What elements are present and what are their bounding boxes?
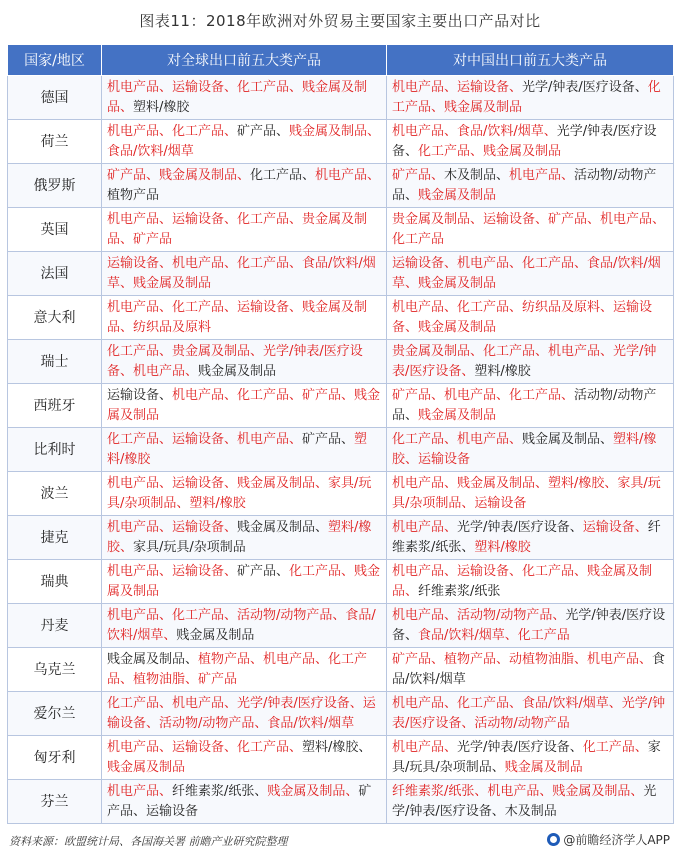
country-cell: 德国 xyxy=(8,76,102,120)
product-text: 机电产品、化工产品、矿产品、贱金属及制品 xyxy=(107,387,381,423)
product-text: 贱金属及制品、 xyxy=(237,519,329,535)
global-exports-cell xyxy=(102,252,387,296)
product-text: 机电产品、 xyxy=(509,167,575,183)
product-text: 塑料/橡胶 xyxy=(474,363,531,379)
product-text: 机电产品、贱金属及制品、塑料/橡胶、家具/玩具/杂项制品、运输设备 xyxy=(392,475,661,511)
product-text: 机电产品、运输设备、 xyxy=(107,563,238,579)
china-exports-cell xyxy=(387,648,674,692)
product-text: 机电产品、运输设备、 xyxy=(392,79,523,95)
product-text: 矿产品、 xyxy=(392,167,445,183)
china-exports-cell xyxy=(387,604,674,648)
global-exports-cell xyxy=(102,472,387,516)
table-row xyxy=(8,428,674,472)
product-text: 机电产品、运输设备、化工产品、 xyxy=(107,739,303,755)
table-row xyxy=(8,560,674,604)
product-text: 化工产品、运输设备、机电产品、 xyxy=(107,431,303,447)
product-text: 家具/玩具/杂项制品 xyxy=(133,539,246,555)
global-exports-cell xyxy=(102,560,387,604)
product-text: 塑料/橡胶、 xyxy=(302,739,372,755)
china-exports-cell xyxy=(387,76,674,120)
product-text: 木及制品、 xyxy=(444,167,510,183)
product-text: 机电产品、化工产品、活动物/动物产品、食品/饮料/烟草、 xyxy=(107,607,376,643)
country-cell: 俄罗斯 xyxy=(8,164,102,208)
global-exports-cell xyxy=(102,780,387,824)
china-exports-cell xyxy=(387,780,674,824)
product-text: 化工产品、贵金属及制品、光学/钟表/医疗设备、机电产品、 xyxy=(107,343,363,379)
china-exports-cell xyxy=(387,428,674,472)
product-text: 食品/饮料/烟草 xyxy=(392,651,666,687)
product-text: 塑料/橡胶、运输设备 xyxy=(392,431,657,467)
country-cell: 荷兰 xyxy=(8,120,102,164)
product-text: 贱金属及制品 xyxy=(107,759,186,775)
product-text: 贵金属及制品、运输设备、矿产品、机电产品、化工产品 xyxy=(392,211,666,247)
product-text: 光学/钟表/医疗设备、木及制品 xyxy=(392,783,657,819)
product-text: 运输设备、 xyxy=(107,387,173,403)
product-text: 纤维素浆/纸张、 xyxy=(172,783,268,799)
country-cell: 比利时 xyxy=(8,428,102,472)
table-row xyxy=(8,780,674,824)
product-text: 贱金属及制品 xyxy=(198,363,277,379)
table-row xyxy=(8,692,674,736)
brand-credit xyxy=(547,831,670,848)
brand-text: @前瞻经济学人APP xyxy=(563,833,670,847)
product-text: 贱金属及制品 xyxy=(418,407,497,423)
product-text: 化工产品、贱金属及制品 xyxy=(418,143,562,159)
product-text: 机电产品、化工产品、纺织品及原料、运输设备、贱金属及制品 xyxy=(392,299,653,335)
table-row xyxy=(8,736,674,780)
product-text: 机电产品、 xyxy=(392,739,458,755)
global-exports-cell xyxy=(102,76,387,120)
product-text: 化工产品、 xyxy=(250,167,316,183)
country-cell: 匈牙利 xyxy=(8,736,102,780)
product-text: 活动物/动物产品、 xyxy=(392,387,657,423)
product-text: 运输设备、机电产品、化工产品、食品/饮料/烟草、贱金属及制品 xyxy=(107,255,376,291)
china-exports-cell xyxy=(387,208,674,252)
chart-title: 图表11：2018年欧洲对外贸易主要国家主要出口产品对比 xyxy=(139,12,541,30)
china-exports-cell xyxy=(387,736,674,780)
product-text: 塑料/橡胶 xyxy=(133,99,190,115)
global-exports-cell xyxy=(102,296,387,340)
country-cell: 意大利 xyxy=(8,296,102,340)
product-text: 矿产品、机电产品、化工产品、 xyxy=(392,387,575,403)
country-cell: 瑞士 xyxy=(8,340,102,384)
global-exports-cell xyxy=(102,340,387,384)
product-text: 贱金属及制品、 xyxy=(522,431,614,447)
country-cell: 英国 xyxy=(8,208,102,252)
table-row xyxy=(8,340,674,384)
china-exports-cell xyxy=(387,692,674,736)
product-text: 贱金属及制品 xyxy=(176,627,255,643)
table-row xyxy=(8,76,674,120)
product-text: 机电产品、运输设备、贱金属及制品、家具/玩具/杂项制品、塑料/橡胶 xyxy=(107,475,372,511)
product-text: 机电产品、食品/饮料/烟草、 xyxy=(392,123,557,139)
product-text: 矿产品、植物产品、动植物油脂、机电产品、 xyxy=(392,651,653,667)
country-cell: 爱尔兰 xyxy=(8,692,102,736)
global-exports-cell xyxy=(102,208,387,252)
table-row xyxy=(8,120,674,164)
table-body xyxy=(8,76,674,824)
product-text: 化工产品、贱金属及制品 xyxy=(392,79,661,115)
product-text: 运输设备、机电产品、化工产品、食品/饮料/烟草、贱金属及制品 xyxy=(392,255,661,291)
product-text: 机电产品、化工产品、运输设备、贱金属及制品、纺织品及原料 xyxy=(107,299,368,335)
export-comparison-table xyxy=(7,44,674,824)
global-exports-cell xyxy=(102,164,387,208)
product-text: 机电产品、化工产品、食品/饮料/烟草、光学/钟表/医疗设备、活动物/动物产品 xyxy=(392,695,666,731)
header-china-exports: 对中国出口前五大类产品 xyxy=(387,45,674,76)
china-exports-cell xyxy=(387,296,674,340)
table-row xyxy=(8,516,674,560)
table-row xyxy=(8,472,674,516)
global-exports-cell xyxy=(102,516,387,560)
product-text: 塑料/橡胶、 xyxy=(107,519,372,555)
global-exports-cell xyxy=(102,120,387,164)
product-text: 贱金属及制品 xyxy=(504,759,583,775)
global-exports-cell xyxy=(102,736,387,780)
product-text: 塑料/橡胶 xyxy=(474,539,531,555)
product-text: 化工产品、机电产品、 xyxy=(392,431,523,447)
product-text: 贱金属及制品 xyxy=(418,187,497,203)
table-row xyxy=(8,208,674,252)
country-cell: 西班牙 xyxy=(8,384,102,428)
global-exports-cell xyxy=(102,648,387,692)
product-text: 运输设备、 xyxy=(582,519,648,535)
china-exports-cell xyxy=(387,516,674,560)
china-exports-cell xyxy=(387,252,674,296)
product-text: 化工产品、贱金属及制品 xyxy=(107,563,381,599)
china-exports-cell xyxy=(387,472,674,516)
product-text: 塑料/橡胶 xyxy=(107,431,368,467)
table-header-row xyxy=(8,45,674,76)
country-cell: 法国 xyxy=(8,252,102,296)
product-text: 机电产品、运输设备、 xyxy=(107,519,238,535)
header-country: 国家/地区 xyxy=(8,45,102,76)
china-exports-cell xyxy=(387,560,674,604)
product-text: 机电产品、活动物/动物产品、 xyxy=(392,607,566,623)
product-text: 机电产品、 xyxy=(392,519,458,535)
global-exports-cell xyxy=(102,384,387,428)
table-row xyxy=(8,252,674,296)
product-text: 化工产品、机电产品、光学/钟表/医疗设备、运输设备、活动物/动物产品、食品/饮料/烟草 xyxy=(107,695,376,731)
product-text: 光学/钟表/医疗设备、 xyxy=(457,739,583,755)
global-exports-cell xyxy=(102,428,387,472)
product-text: 矿产品 xyxy=(133,231,173,247)
product-text: 食品/饮料/烟草、化工产品 xyxy=(418,627,570,643)
product-text: 机电产品、 xyxy=(107,783,173,799)
table-row xyxy=(8,296,674,340)
product-text: 纤维素浆/纸张、 xyxy=(392,519,661,555)
product-text: 光学/钟表/医疗设备、 xyxy=(457,519,583,535)
product-text: 活动物/动物产品、 xyxy=(392,167,657,203)
product-text: 机电产品、运输设备、化工产品、贱金属及制品、 xyxy=(107,79,368,115)
source-note: 资料来源：欧盟统计局、各国海关署 前瞻产业研究院整理 xyxy=(9,835,288,848)
product-text: 光学/钟表/医疗设备、 xyxy=(392,607,666,643)
global-exports-cell xyxy=(102,604,387,648)
product-text: 化工产品、 xyxy=(582,739,648,755)
product-text: 贵金属及制品、化工产品、机电产品、光学/钟表/医疗设备、 xyxy=(392,343,657,379)
product-text: 矿产品、贱金属及制品、 xyxy=(107,167,251,183)
china-exports-cell xyxy=(387,164,674,208)
china-exports-cell xyxy=(387,120,674,164)
product-text: 植物产品、机电产品、化工产品、植物油脂、矿产品 xyxy=(107,651,368,687)
header-global-exports: 对全球出口前五大类产品 xyxy=(102,45,387,76)
qianzhan-logo-icon xyxy=(547,833,560,846)
product-text: 机电产品、 xyxy=(315,167,381,183)
product-text: 贱金属及制品、 xyxy=(267,783,359,799)
country-cell: 瑞典 xyxy=(8,560,102,604)
product-text: 光学/钟表/医疗设备、 xyxy=(392,123,657,159)
country-cell: 波兰 xyxy=(8,472,102,516)
product-text: 矿产品、 xyxy=(237,563,290,579)
table-row xyxy=(8,648,674,692)
product-text: 植物产品 xyxy=(107,187,160,203)
table-row xyxy=(8,384,674,428)
product-text: 家具/玩具/杂项制品、 xyxy=(392,739,661,775)
product-text: 纤维素浆/纸张、机电产品、贱金属及制品、 xyxy=(392,783,644,799)
product-text: 纤维素浆/纸张 xyxy=(418,583,501,599)
product-text: 矿产品、 xyxy=(302,431,355,447)
china-exports-cell xyxy=(387,384,674,428)
product-text: 矿产品、运输设备 xyxy=(107,783,372,819)
product-text: 机电产品、化工产品、 xyxy=(107,123,238,139)
table-row xyxy=(8,164,674,208)
country-cell: 乌克兰 xyxy=(8,648,102,692)
product-text: 机电产品、运输设备、化工产品、贱金属及制品、 xyxy=(392,563,653,599)
china-exports-cell xyxy=(387,340,674,384)
product-text: 贱金属及制品、食品/饮料/烟草 xyxy=(107,123,381,159)
global-exports-cell xyxy=(102,692,387,736)
country-cell: 捷克 xyxy=(8,516,102,560)
product-text: 贱金属及制品、 xyxy=(107,651,199,667)
table-row xyxy=(8,604,674,648)
product-text: 矿产品、 xyxy=(237,123,290,139)
product-text: 机电产品、运输设备、化工产品、贵金属及制品、 xyxy=(107,211,368,247)
country-cell: 丹麦 xyxy=(8,604,102,648)
country-cell: 芬兰 xyxy=(8,780,102,824)
product-text: 光学/钟表/医疗设备、 xyxy=(522,79,648,95)
